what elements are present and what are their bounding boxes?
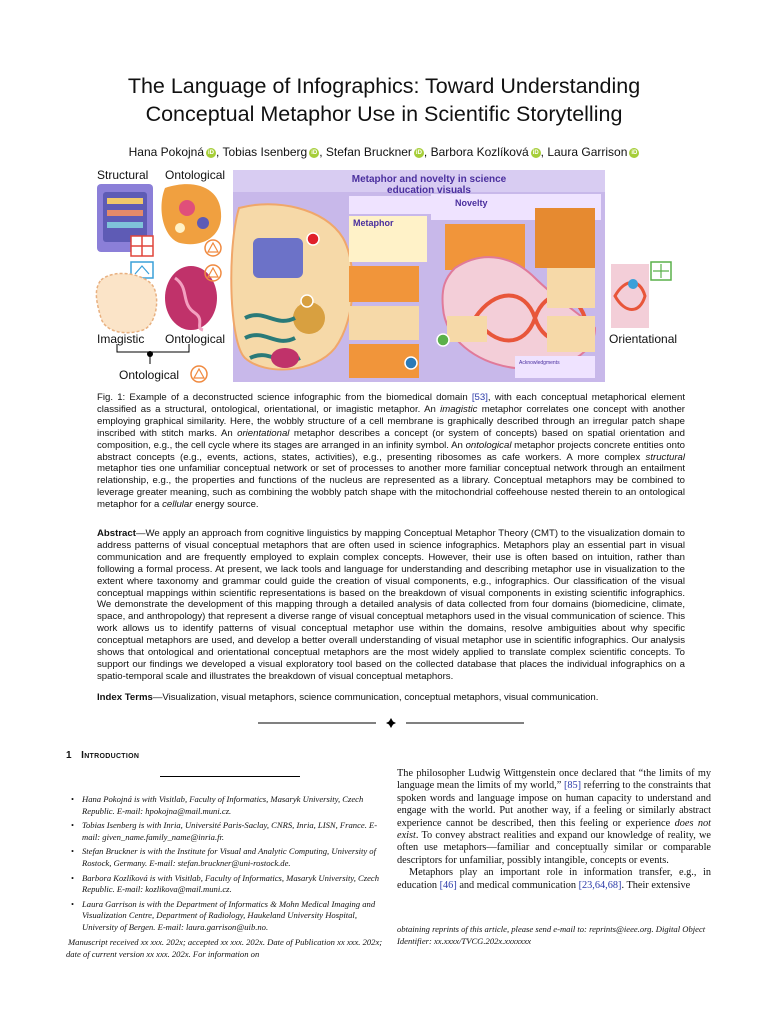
ontological-icon-bottom <box>191 366 207 382</box>
imagistic-patch-thumbnail <box>96 273 156 332</box>
orcid-icon[interactable]: iD <box>208 149 215 156</box>
label-ontological-mid: Ontological <box>165 332 226 346</box>
manuscript-note: Manuscript received xx xxx. 202x; accepted xx xxx. 202x. Date of Publication xx xxx. 202x; date of current version xx xxx. 202x. For information on <box>66 937 383 959</box>
orcid-icon[interactable]: iD <box>532 149 539 156</box>
author-name: Barbora Kozlíková <box>430 145 529 159</box>
poster-novelty-heading: Novelty <box>455 198 488 208</box>
affiliation-item: • Barbora Kozlíková is with Visitlab, Faculty of Informatics, Masaryk University, Czech Republic. E-mail: kozlikova@mail.muni.cz. <box>66 873 386 896</box>
section-title: Introduction <box>81 750 140 761</box>
author-name: Laura Garrison <box>547 145 628 159</box>
affiliation-item: • Tobias Isenberg is with Inria, Université Paris-Saclay, CNRS, Inria, LISN, France. E-mail: given_name.family_name@inria.fr. <box>66 820 386 843</box>
orcid-icon[interactable]: iD <box>631 149 638 156</box>
section-number: 1 <box>66 750 72 761</box>
orientational-icon <box>651 262 671 280</box>
ontological-icon-mid <box>205 265 221 281</box>
introduction-body <box>397 768 711 892</box>
combination-bracket <box>117 344 189 364</box>
figure-1 <box>95 168 685 388</box>
label-ontological-top: Ontological <box>165 168 226 182</box>
title-line-1: The Language of Infographics: Toward Understanding <box>127 74 641 98</box>
reprint-note: obtaining reprints of this article, please send e-mail to: reprints@ieee.org. Digital Object Identifier: xx.xxxx/TVCG.202x.xxxxxxx <box>397 924 706 946</box>
label-structural: Structural <box>97 168 149 182</box>
poster <box>231 170 605 382</box>
author-list: Hana Pokojná iD , Tobias Isenberg iD , Stefan Bruckner iD , Barbora Kozlíková iD , Laura Garrison iD <box>128 145 638 159</box>
citation-link[interactable]: [46] <box>439 879 457 891</box>
title-line-2: Conceptual Metaphor Use in Scientific Storytelling <box>145 102 623 126</box>
abstract-label: Abstract <box>97 528 136 539</box>
structural-icon <box>131 236 153 256</box>
author-name: Hana Pokojná <box>128 145 205 159</box>
figure-caption: Fig. 1: Example of a deconstructed science infographic from the biomedical domain [53], with each conceptual metaphorical element classified as a structural, ontological, orientational, or imagistic metaphor. An imagistic metaphor correlates one concept with another employing graphical similarity. Here, the wobbly structure of a cell membrane is graphically described through an irregular patch shape inscribed with stitch marks. An orientational metaphor describes a concept (or system of concepts) based on spatial orientation and composition, e.g., the cell cycle where its stages are arranged in an infinity symbol. An ontological metaphor projects concrete entities onto abstract concepts (e.g., events, actions, states, activities), e.g., presenting ribosomes as cafe workers. A more complex structural metaphor ties one unfamiliar conceptual network or set of processes to another more familiar conceptual network through an entailment relationship, e.g., the properties and functions of the nucleus are represented as a library. Conceptual metaphors may be combined to leverage greater meaning, such as combining the wobbly patch shape with the mitochondrial coffeehouse nested therein to an ontological metaphor for a cellular energy source. <box>97 392 685 511</box>
index-terms-text: —Visualization, visual metaphors, science communication, conceptual metaphors, visual communication. <box>152 692 599 703</box>
infographic-illustration <box>95 168 685 388</box>
paper-title <box>0 72 768 128</box>
poster-metaphor-heading: Metaphor <box>353 218 394 228</box>
orcid-icon[interactable]: iD <box>311 149 318 156</box>
index-terms <box>97 692 685 703</box>
section-heading <box>66 750 139 761</box>
footnote-rule <box>160 776 300 777</box>
section-divider <box>258 718 524 728</box>
affiliation-item: • Hana Pokojná is with Visitlab, Faculty of Informatics, Masaryk University, Czech Republic. E-mail: hpokojna@mail.muni.cz. <box>66 794 386 817</box>
affiliation-item: • Stefan Bruckner is with the Institute for Visual and Analytic Computing, University of Rostock, Germany. E-mail: stefan.bruckner@uni-rostock.de. <box>66 846 386 869</box>
citation-link[interactable]: [85] <box>563 780 582 792</box>
author-name: Stefan Bruckner <box>325 145 412 159</box>
orientational-cell-cycle-thumbnail <box>611 264 649 328</box>
label-orientational: Orientational <box>609 332 678 346</box>
index-terms-label: Index Terms <box>97 692 153 703</box>
label-ontological-bottom: Ontological <box>119 368 180 382</box>
body-paragraph: Metaphors play an important role in information transfer, e.g., in education [46] and medical communication [23,64,68]. Their extensive <box>397 867 711 891</box>
abstract-text: —We apply an approach from cognitive linguistics by mapping Conceptual Metaphor Theory (CMT) to the visualization domain to address patterns of visual conceptual metaphors that are often used in science infographics. Metaphors play an essential part in visual communication and are frequently employed to explain complex concepts. However, their use is often based on intuition, rather than following a formal process. At present, we lack tools and language for understanding and describing metaphor use in visualization to the extent where taxonomy and grammar could guide the creation of visual components, e.g., infographics. Our classification of the visual conceptual mappings within scientific representations is based on the breakdown of visual components in existing scientific infographics. We demonstrate the development of this mapping through a detailed analysis of data collected from four domains (biomedicine, climate, space, and anthropology) that represent a diverse range of visual conceptual metaphors used in the visual communication of science. This work allows us to identify patterns of visual conceptual metaphor use within the domains, resolve ambiguities about why specific conceptual metaphors are used, and develop a better overall understanding of visual metaphor use in scientific infographics. Our analysis shows that ontological and orientational conceptual metaphors are the most widely applied to translate complex scientific concepts. To support our findings we developed a visual exploratory tool based on the collected database that places the individual infographics on a spatio-temporal scale and illustrates the breakdown of visual conceptual metaphors. <box>97 528 685 682</box>
affiliation-list <box>66 794 386 937</box>
citation-link[interactable]: [23,64,68] <box>578 879 622 891</box>
ontological-icon-top <box>205 240 221 256</box>
ontological-cafe-thumbnail <box>161 184 221 244</box>
affiliation-item: • Laura Garrison is with the Department of Informatics & Mohn Medical Imaging and Visualization Centre, Department of Radiology, Haukeland University Hospital, University of Bergen. E-mail: laura.garrison@uib.no. <box>66 899 386 934</box>
abstract <box>97 528 685 683</box>
orcid-icon[interactable]: iD <box>415 149 422 156</box>
body-paragraph: The philosopher Ludwig Wittgenstein once declared that “the limits of my language mean the limits of my world,” [85] referring to the constraints that spoken words and language impose on human capacity to understand and engage with the world. Put another way, if a feeling or similarly abstract experience cannot be described, then this feeling or experience does not exist. To convey abstract realities and expand our knowledge of reality, we often use metaphors—familiar and conceptually similar or comparable descriptors for unfamiliar, possibly intangible, concepts or events. <box>397 768 711 866</box>
citation-link[interactable]: [53] <box>471 392 488 403</box>
poster-acknowledgments: Acknowledgments <box>519 360 560 366</box>
author-name: Tobias Isenberg <box>222 145 308 159</box>
label-imagistic: Imagistic <box>97 332 145 346</box>
poster-title: Metaphor and novelty in science education visuals <box>351 174 507 196</box>
